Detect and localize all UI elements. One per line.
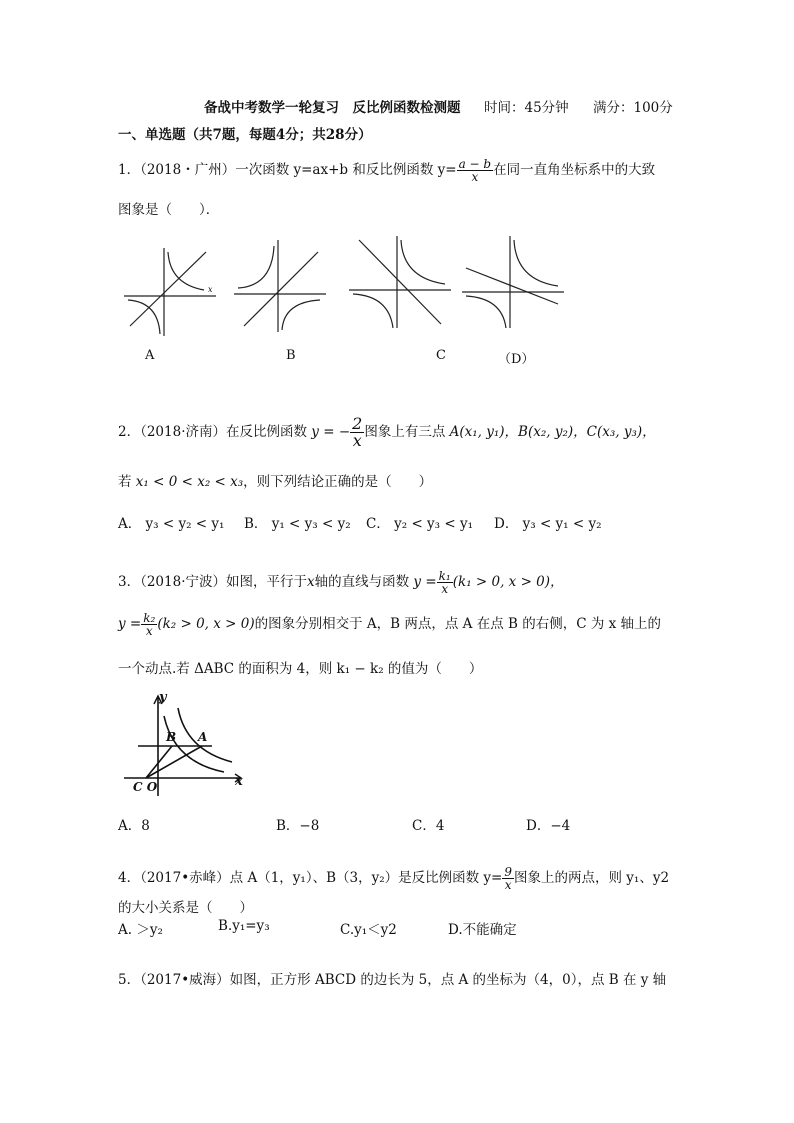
- q4-option-a: A. ＞y₂: [118, 922, 163, 938]
- q2-text-pre: 2．（2018·济南）在反比例函数: [118, 424, 307, 440]
- q3-line2-post: 的图象分别相交于 A，B 两点，点 A 在点 B 的右侧，C 为 x 轴上的: [254, 616, 662, 632]
- q4-text-pre: 4．（2017•赤峰）点 A（1，y₁）、B（3，y₂）是反比例函数 y=: [118, 870, 503, 886]
- q3-xvar: x: [307, 574, 315, 590]
- q3-fig-x-label: x: [235, 774, 243, 789]
- q5-line1: 5．（2017•威海）如图，正方形 ABCD 的边长为 5，点 A 的坐标为（4，0），点 B 在 y 轴: [118, 972, 667, 988]
- q3-option-a: A．8: [118, 818, 150, 834]
- section-heading: 一、单选题（共7题，每题4分；共28分）: [118, 127, 372, 143]
- q3-option-d: D．−4: [526, 818, 571, 834]
- q3-f2-cond: (k₂ > 0, x > 0): [157, 616, 255, 632]
- q1-label-d: （D）: [498, 352, 535, 367]
- q3-fig-a-label: A: [198, 730, 208, 744]
- q1-line1: [118, 158, 655, 183]
- page-title: 备战中考数学一轮复习 反比例函数检测题: [204, 100, 461, 116]
- q1-label-c: C: [436, 348, 446, 363]
- q2-fraction: $\frac{2}{x}$: [352, 414, 363, 450]
- q1-label-b: B: [286, 348, 296, 363]
- q2-option-d: D． y₃ < y₁ < y₂: [494, 516, 602, 532]
- q4-option-b: B.y₁=y₃: [218, 918, 270, 934]
- q3-f1-pre: y =: [413, 574, 437, 590]
- q2-text-mid: 图象上有三点: [364, 424, 446, 440]
- q4-line1: [118, 866, 669, 891]
- q2-condition: x₁ < 0 < x₂ < x₃: [135, 474, 244, 490]
- q3-line2: [118, 612, 661, 637]
- q4-option-c: C.y₁＜y2: [340, 922, 397, 938]
- q2-line1: [118, 416, 656, 449]
- q1-line2: 图象是（ ）．: [118, 202, 220, 218]
- time-limit: 时间：45分钟: [484, 100, 569, 116]
- q3-f1-fraction: $\frac{\text{k₁}}{x}$: [438, 569, 451, 596]
- q2-line2-pre: 若: [118, 474, 132, 490]
- q3-option-b: B．−8: [276, 818, 320, 834]
- q1-fraction: $\frac{a - b}{x}$: [458, 157, 492, 184]
- q2-option-c: C． y₂ < y₃ < y₁: [366, 516, 474, 532]
- q3-fig-y-label: y: [159, 690, 167, 705]
- q3-line3: 一个动点.若 ΔABC 的面积为 4，则 k₁ − k₂ 的值为（ ）: [118, 661, 483, 677]
- q1-graph-a-x-label: x: [208, 285, 213, 294]
- q2-points: A(x₁, y₁)，B(x₂, y₂)，C(x₃, y₃)，: [449, 424, 656, 440]
- q1-text-pre: 1．（2018・广州）一次函数 y=ax+b 和反比例函数 y=: [118, 162, 457, 178]
- q4-text-post: 图象上的两点，则 y₁、y2: [514, 870, 670, 886]
- q2-line2-post: ，则下列结论正确的是（ ）: [243, 474, 433, 490]
- q3-f2-fraction: $\frac{\text{k₂}}{x}$: [143, 611, 156, 638]
- q4-option-d: D.不能确定: [448, 922, 517, 938]
- q3-f1-cond: (k₁ > 0, x > 0)，: [452, 574, 564, 590]
- q1-graph-d: [458, 232, 568, 332]
- q2-option-b: B． y₁ < y₃ < y₂: [244, 516, 351, 532]
- q2-y-eq: y = −: [311, 424, 351, 440]
- q3-fig-b-label: B: [166, 730, 177, 744]
- q4-fraction: $\frac{9}{x}$: [504, 865, 512, 892]
- q1-graph-a: [120, 240, 220, 340]
- q1-graph-b: [230, 236, 330, 336]
- q1-label-a: A: [145, 348, 155, 363]
- q1-graph-c: [345, 232, 455, 332]
- q3-text-pre: 3．（2018·宁波）如图，平行于: [118, 574, 307, 590]
- full-score: 满分：100分: [593, 100, 673, 116]
- q3-line1: [118, 570, 564, 595]
- q3-option-c: C．4: [412, 818, 445, 834]
- q3-text-mid: 轴的直线与函数: [314, 574, 410, 590]
- q2-line2: [118, 470, 432, 490]
- q3-fig-co-label: C O: [133, 780, 158, 794]
- q1-text-post: 在同一直角坐标系中的大致: [493, 162, 656, 178]
- q4-line2: 的大小关系是（ ）: [118, 900, 253, 916]
- q3-f2-pre: y =: [118, 616, 142, 632]
- q2-option-a: A． y₃ < y₂ < y₁: [118, 516, 225, 532]
